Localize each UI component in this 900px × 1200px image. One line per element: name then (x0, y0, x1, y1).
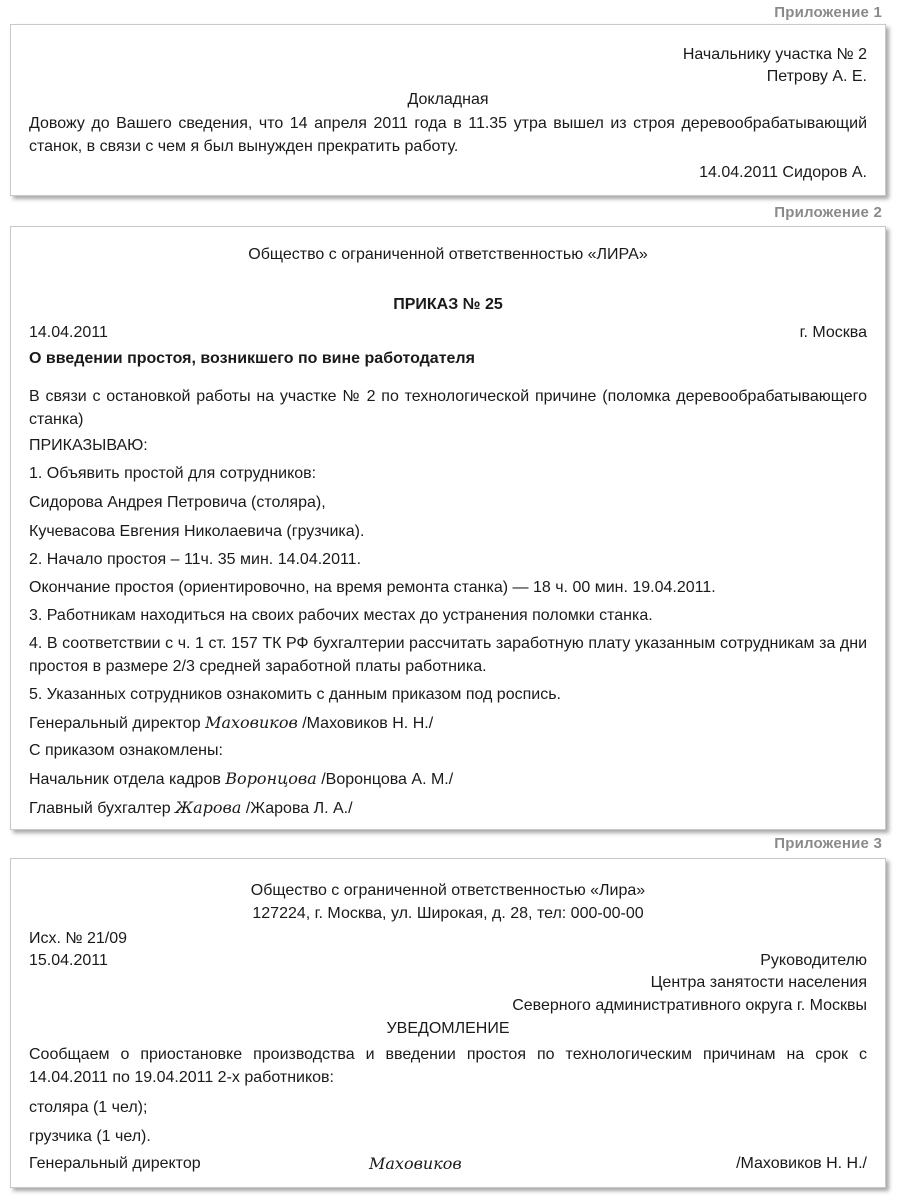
order-organization: Общество с ограниченной ответственностью «ЛИРА» (248, 246, 648, 263)
order-item-4: 4. В соответствии с ч. 1 ст. 157 ТК РФ бухгалтерии рассчитать заработную плату указанным сотрудникам за дни простоя в размере 2/3 средней заработной платы работника. (29, 635, 867, 675)
director-signature: Маховиков (205, 713, 298, 732)
order-card (10, 226, 886, 830)
order-item-3: 3. Работникам находиться на своих рабочих местах до устранения поломки станка. (29, 607, 653, 624)
notice-addressee-line3: Северного административного округа г. Москвы (512, 997, 867, 1014)
accountant-name: /Жарова Л. А./ (245, 800, 353, 817)
director-signature-line (29, 713, 433, 734)
memo-body: Довожу до Вашего сведения, что 14 апреля 2011 года в 11.35 утра вышел из строя деревообрабатывающий станок, в связи с чем я был вынужден прекратить работу. (29, 115, 867, 155)
order-employee-1: Сидорова Андрея Петровича (столяра), (29, 494, 326, 511)
director-name: /Маховиков Н. Н./ (302, 715, 434, 732)
memo-addressee-line2: Петрову А. Е. (766, 68, 867, 85)
notice-director-name: /Маховиков Н. Н./ (736, 1155, 867, 1172)
memo-addressee-line1: Начальнику участка № 2 (682, 46, 867, 63)
appendix-2-label: Приложение 2 (774, 204, 882, 221)
order-city: г. Москва (799, 324, 867, 341)
order-command: ПРИКАЗЫВАЮ: (29, 437, 148, 454)
notice-title: УВЕДОМЛЕНИЕ (386, 1020, 510, 1037)
notice-body: Сообщаем о приостановке производства и введении простоя по технологическим причинам на срок с 14.04.2011 по 19.04.2011 2-х работников: (29, 1046, 867, 1086)
hr-name: /Воронцова А. М./ (321, 771, 454, 788)
hr-signature-line (29, 769, 453, 790)
notice-card (10, 858, 886, 1188)
notice-item-1: столяра (1 чел); (29, 1099, 148, 1116)
acquainted-heading: С приказом ознакомлены: (29, 742, 223, 759)
order-title: ПРИКАЗ № 25 (393, 296, 503, 313)
notice-item-2: грузчика (1 чел). (29, 1128, 151, 1145)
order-date: 14.04.2011 (29, 324, 108, 341)
order-subject: О введении простоя, возникшего по вине работодателя (29, 350, 475, 367)
accountant-signature: Жарова (175, 798, 242, 817)
order-item-1: 1. Объявить простой для сотрудников: (29, 465, 317, 482)
notice-addressee-line1: Руководителю (760, 952, 867, 969)
order-employee-2: Кучевасова Евгения Николаевича (грузчика). (29, 523, 365, 540)
notice-reference: Исх. № 21/09 (29, 930, 128, 947)
accountant-role: Главный бухгалтер (29, 800, 171, 817)
notice-addressee-line2: Центра занятости населения (650, 974, 867, 991)
notice-organization: Общество с ограниченной ответственностью «Лира» (250, 882, 646, 899)
hr-signature: Воронцова (225, 769, 317, 788)
notice-date: 15.04.2011 (29, 952, 108, 969)
order-item-2: 2. Начало простоя – 11ч. 35 мин. 14.04.2011. (29, 551, 362, 568)
notice-director-role: Генеральный директор (29, 1155, 201, 1172)
order-item-5: 5. Указанных сотрудников ознакомить с данным приказом под роспись. (29, 686, 561, 703)
memo-signature: 14.04.2011 Сидоров А. (699, 164, 867, 181)
memo-card (10, 24, 886, 196)
accountant-signature-line (29, 798, 353, 819)
order-item-2-end: Окончание простоя (ориентировочно, на время ремонта станка) — 18 ч. 00 мин. 19.04.2011. (29, 579, 716, 596)
hr-role: Начальник отдела кадров (29, 771, 221, 788)
notice-address: 127224, г. Москва, ул. Широкая, д. 28, тел: 000-00-00 (252, 905, 644, 922)
director-role: Генеральный директор (29, 715, 201, 732)
appendix-3-label: Приложение 3 (774, 835, 882, 852)
order-intro: В связи с остановкой работы на участке № 2 по технологической причине (поломка деревообрабатывающего станка) (29, 388, 867, 428)
appendix-1-label: Приложение 1 (774, 4, 882, 21)
memo-title: Докладная (407, 91, 489, 108)
notice-director-signature: Маховиков (369, 1154, 462, 1173)
